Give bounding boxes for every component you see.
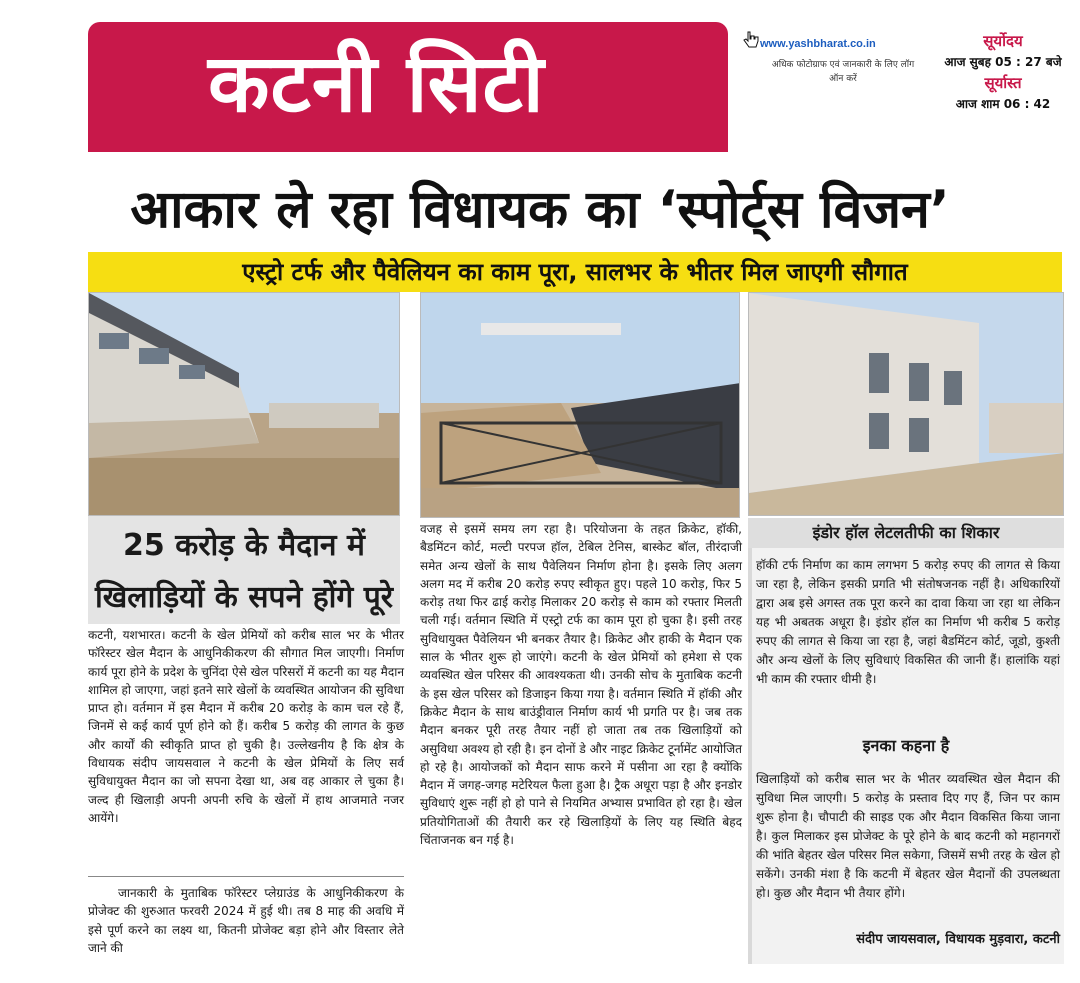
sun-timings bbox=[938, 30, 1068, 130]
sunset-label: सूर्यास्त bbox=[984, 74, 1022, 92]
middle-story-body: वजह से इसमें समय लग रहा है। परियोजना के तहत क्रिकेट, हॉकी, बैडमिंटन कोर्ट, मल्टी परपज हॉल, टेबिल टेनिस, बास्केट बॉल, तीरंदाजी समेत अन्य खेलों के साथ पैवेलियन निर्माण होना है। इसके लिए अलग अलग मद में करीब 20 करोड़ रुपए स्वीकृत हुए। पहले 10 करोड़, फिर 5 करोड़ तथा फिर ढाई करोड़ मिलाकर 20 करोड़ से काम को रफ्तार मिलती चली गई। वर्तमान स्थिति में एस्ट्रो टर्फ का काम पूरा हो चुका है। इसी तरह सुविधायुक्त पैवेलियन भी बनकर तैयार है। क्रिकेट और हाकी के मैदान एक साल के भीतर शुरू हो जाएंगे। कटनी के खेल प्रेमियों को हमेशा से एक व्यवस्थित खेल परिसर की आवश्यकता थी। उनकी सोच के मुताबिक कटनी के इस खेल परिसर को डिजाइन किया गया है। वर्तमान स्थिति में हॉकी और क्रिकेट मैदान के साथ बाउंड्रीवाल निर्माण कार्य भी प्रगति पर है। जब तक मैदान बनकर पूरी तरह तैयार नहीं हो जाता तब तक खिलाड़ियों को असुविधा अवश्य हो रही है। इन दोनों डे और नाइट क्रिकेट टूर्नामेंट आयोजित हो रहे है। आयोजकों को मैदान साफ करने में पसीना आ रहा है क्योंकि मैदान में जगह-जगह मटेरियल फैला हुआ है। ट्रैक अधूरा पड़ा है और इनडोर सुविधाएं शुरू नहीं हो हो पाने से नियमित अभ्यास प्रभावित हो रहा है। खेल प्रतियोगिताओं की तैयारी कर रहे खिलाड़ियों के लिए यह स्थिति बेहद चिंताजनक बन गई है। bbox=[420, 522, 742, 848]
left-story-heading bbox=[88, 516, 400, 624]
main-headline: आकार ले रहा विधायक का ‘स्पोर्ट्स विजन’ bbox=[130, 180, 950, 240]
quote-heading: इनका कहना है bbox=[862, 736, 950, 755]
column-divider bbox=[88, 876, 404, 877]
sub-headline: एस्ट्रो टर्फ और पैवेलियन का काम पूरा, सालभर के भीतर मिल जाएगी सौगात bbox=[88, 252, 1062, 292]
website-box bbox=[738, 30, 928, 120]
astro-turf-photo bbox=[420, 292, 740, 518]
quote-signature: संदीप जायसवाल, विधायक मुड़वारा, कटनी bbox=[856, 932, 1060, 947]
quote-body: खिलाड़ियों को करीब साल भर के भीतर व्यवस्थित खेल मैदान की सुविधा मिल जाएगी। 5 करोड़ के प्रस्ताव दिए गए हैं, जिन पर काम शुरू होना है। चौपाटी की साइड एक और मैदान विकसित किया जाना है। कुल मिलाकर इस प्रोजेक्ट के पूरे होने के बाद कटनी को महानगरों की भांति बेहतर खेल परिसर मिल सकेगा, जिसमें सभी तरह के खेल हो सकेंगे। उनकी मंशा है कि कटनी में बेहतर खेल मैदानों की उपलब्धता हो। कुछ और मैदान भी तैयार होंगे। bbox=[756, 772, 1060, 900]
stadium-pavilion-photo bbox=[88, 292, 400, 516]
right-story-body: हॉकी टर्फ निर्माण का काम लगभग 5 करोड़ रुपए की लागत से किया जा रहा है, लेकिन इसकी प्रगति भी संतोषजनक नहीं है। अधिकारियों द्वारा अब इसे अगस्त तक पूरा करने का दावा किया जा रहा था लेकिन यह भी अबतक अधूरा है। इंडोर हॉल का निर्माण भी करीब 5 करोड़ रुपए की लागत से किया जा रहा है, जहां बैडमिंटन कोर्ट, जूडो, कुश्ती और अन्य खेलों के लिए सुविधाएं विकसित की जानी हैं। हालांकि यहां भी काम की रफ्तार धीमी है। bbox=[756, 558, 1060, 686]
indoor-hall-photo bbox=[748, 292, 1064, 516]
sunrise-time: आज सुबह 05 : 27 बजे bbox=[944, 55, 1062, 69]
left-heading-line1: 25 करोड़ के मैदान में bbox=[123, 528, 365, 563]
left-story-body: कटनी, यशभारत। कटनी के खेल प्रेमियों को करीब साल भर के भीतर फॉरेस्टर खेल मैदान के आधुनिकीकरण की सौगात मिल जाएगी। निर्माण कार्य पूरा होने के प्रदेश के चुनिंदा ऐसे खेल परिसरों में कटनी का यह मैदान शामिल हो जाएगा, जहां इतने सारे खेलों के व्यवस्थित आयोजन की सुविधा प्राप्त हो। वर्तमान में इस मैदान में करीब 20 करोड़ के काम चल रहे हैं, जिनमें से कई कार्य पूर्ण होने को हैं। करीब 5 करोड़ की लागत के कुछ और कार्यों की स्वीकृति प्राप्त हो चुकी है। उल्लेखनीय है कि क्षेत्र के विधायक संदीप जायसवाल ने कटनी के खेल प्रेमियों के लिए सर्व सुविधायुक्त मैदान का जो सपना देखा था, अब वह आकार ले चुका है। जल्द ही खिलाड़ी अपनी अपनी रुचि के खेलों में हाथ आजमाते नजर आयेंगे। bbox=[88, 628, 405, 825]
left-heading-line2: खिलाड़ियों के सपने होंगे पूरे bbox=[94, 580, 394, 615]
sunset-time: आज शाम 06 : 42 bbox=[955, 97, 1051, 111]
website-link[interactable]: www.yashbharat.co.in bbox=[760, 38, 876, 50]
pointer-hand-icon bbox=[740, 30, 760, 50]
website-note: अधिक फोटोग्राफ एवं जानकारी के लिए लॉग ऑन करें bbox=[771, 60, 915, 84]
left-story-continuation: जानकारी के मुताबिक फॉरेस्टर प्लेग्राउंड के आधुनिकीकरण के प्रोजेक्ट की शुरुआत फरवरी 2024 में हुई थी। तब 8 माह की अवधि में इसे पूर्ण करने का लक्ष्य था, कितनी प्रोजेक्ट बड़ा होने और विस्तार लेते जाने की bbox=[88, 886, 404, 955]
sunrise-label: सूर्योदय bbox=[983, 32, 1023, 50]
right-story-heading: इंडोर हॉल लेटलतीफी का शिकार bbox=[748, 518, 1064, 548]
section-title: कटनी सिटी bbox=[208, 37, 545, 130]
masthead-banner bbox=[88, 22, 728, 152]
